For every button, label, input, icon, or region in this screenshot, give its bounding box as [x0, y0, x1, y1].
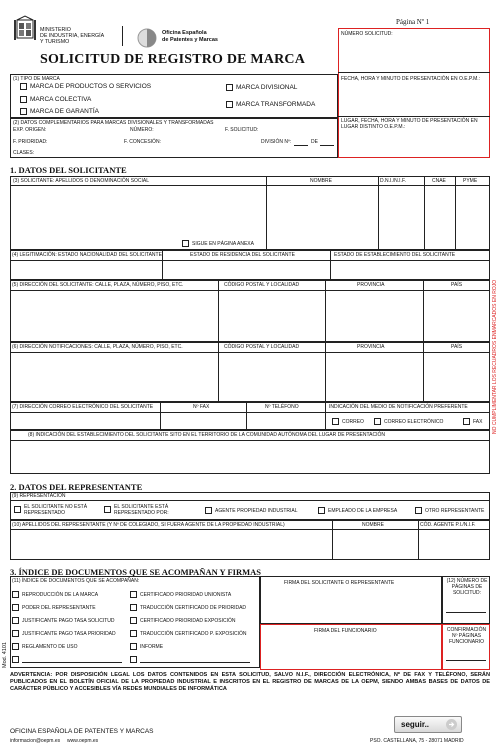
checkbox-correo-electronico[interactable] — [374, 418, 381, 425]
fecha-presentacion-label: FECHA, HORA Y MINUTO DE PRESENTACIÓN EN O.E.P.M.: — [341, 76, 481, 82]
checkbox-doc-cert-exposicion[interactable] — [130, 617, 137, 624]
representado-label: EL SOLICITANTE ESTÁ REPRESENTADO POR: — [114, 504, 169, 516]
datos-complementarios-label: (2) DATOS COMPLEMENTARIOS PARA MARCAS DIVISIONALES Y TRANSFORMADAS — [13, 120, 214, 126]
label-marca-productos: MARCA DE PRODUCTOS O SERVICIOS — [30, 83, 152, 90]
fax-label: Nº FAX — [193, 404, 210, 410]
cod-agente-label: CÓD. AGENTE P.I./N.I.F. — [420, 522, 476, 528]
de-label: DE — [311, 139, 318, 145]
checkbox-doc-tasa-prioridad[interactable] — [12, 630, 19, 637]
doc-poder-label: PODER DEL REPRESENTANTE — [22, 605, 96, 611]
doc-trad-prioridad-label: TRADUCCIÓN CERTIFICADO DE PRIORIDAD — [140, 605, 247, 611]
medio-notificacion-label: INDICACIÓN DEL MEDIO DE NOTIFICACIÓN PREFERENTE — [329, 404, 468, 410]
legitimacion-label: (4) LEGITIMACIÓN: ESTADO NACIONALIDAD DEL SOLICITANTE — [12, 252, 162, 258]
paginas-label: (12) NÚMERO DE PÁGINAS DE SOLICITUD: — [446, 578, 488, 596]
doc-reproduccion-label: REPRODUCCIÓN DE LA MARCA — [22, 592, 99, 598]
direccion-label: (5) DIRECCIÓN DEL SOLICITANTE: CALLE, PLAZA, NÚMERO, PISO, ETC. — [12, 282, 184, 288]
checkbox-doc-cert-unionista[interactable] — [130, 591, 137, 598]
nombre-col-label: NOMBRE — [310, 178, 332, 184]
cp-label-2: CÓDIGO POSTAL Y LOCALIDAD — [224, 344, 300, 350]
apellidos-representante-label: (10) APELLIDOS DEL REPRESENTANTE (Y Nº DE COLEGIADO, SI FUERA AGENTE DE LA PROPIEDAD INDUSTRIAL) — [12, 522, 285, 528]
numero-solicitud-label: NÚMERO SOLICITUD: — [341, 31, 393, 37]
checkbox-marca-transformada[interactable] — [226, 101, 233, 108]
empleado-label: EMPLEADO DE LA EMPRESA — [328, 508, 398, 514]
checkbox-correo[interactable] — [332, 418, 339, 425]
f-concesion-label: F. CONCESIÓN: — [124, 139, 161, 145]
checkbox-otro-representante[interactable] — [415, 507, 422, 514]
checkbox-doc-trad-exposicion[interactable] — [130, 630, 137, 637]
form-title: SOLICITUD DE REGISTRO DE MARCA — [40, 52, 306, 67]
clases-label: CLASES: — [13, 150, 35, 156]
doc-tasa-prioridad-label: JUSTIFICANTE PAGO TASA PRIORIDAD — [22, 631, 116, 637]
numero-label: NÚMERO: — [130, 127, 154, 133]
cp-label: CÓDIGO POSTAL Y LOCALIDAD — [224, 282, 300, 288]
pais-label-2: PAÍS — [451, 344, 463, 350]
exp-origen-label: EXP. ORIGEN: — [13, 127, 47, 133]
tipo-marca-label: (1) TIPO DE MARCA — [13, 76, 60, 82]
label-marca-transformada: MARCA TRANSFORMADA — [236, 101, 316, 108]
solicitante-label: (3) SOLICITANTE: APELLIDOS O DENOMINACIÓN SOCIAL — [13, 178, 150, 184]
fax-option-label: FAX — [473, 419, 483, 425]
checkbox-doc-informe[interactable] — [130, 643, 137, 650]
section-3-title: 3. ÍNDICE DE DOCUMENTOS QUE SE ACOMPAÑAN Y FIRMAS — [10, 567, 262, 577]
ministry-name: MINISTERIO DE INDUSTRIA, ENERGÍA Y TURISMO — [40, 27, 105, 45]
no-representado-label: EL SOLICITANTE NO ESTÁ REPRESENTADO — [24, 504, 88, 516]
correo-label: CORREO — [342, 419, 364, 425]
checkbox-doc-trad-prioridad[interactable] — [130, 604, 137, 611]
doc-reglamento-label: REGLAMENTO DE USO — [22, 644, 78, 650]
correo-electronico-label: CORREO ELECTRÓNICO — [384, 419, 444, 425]
confirmacion-label: CONFIRMACIÓN Nº PÁGINAS FUNCIONARIO — [446, 627, 487, 645]
checkbox-sigue-anexa[interactable] — [182, 240, 189, 247]
solicitante-box — [10, 176, 490, 250]
checkbox-doc-tasa-solicitud[interactable] — [12, 617, 19, 624]
checkbox-empleado[interactable] — [318, 507, 325, 514]
indice-label: (11) ÍNDICE DE DOCUMENTOS QUE SE ACOMPAÑAN: — [12, 578, 140, 584]
seguir-button[interactable] — [394, 716, 462, 733]
sigue-anexa-label: SIGUE EN PÁGINA ANEXA — [192, 241, 254, 247]
notificaciones-label: (6) DIRECCIÓN NOTIFICACIONES: CALLE, PLAZA, NÚMERO, PISO, ETC. — [12, 344, 183, 350]
doc-tasa-solicitud-label: JUSTIFICANTE PAGO TASA SOLICITUD — [22, 618, 115, 624]
doc-trad-exposicion-label: TRADUCCIÓN CERTIFICADO P. EXPOSICIÓN — [140, 631, 247, 637]
footer-contact: informacion@oepm.es www.oepm.es — [10, 738, 99, 744]
checkbox-doc-poder[interactable] — [12, 604, 19, 611]
checkbox-doc-blank-left[interactable] — [12, 656, 19, 663]
doc-cert-unionista-label: CERTIFICADO PRIORIDAD UNIONISTA — [140, 592, 232, 598]
checkbox-marca-productos[interactable] — [20, 83, 27, 90]
doc-cert-exposicion-label: CERTIFICADO PRIORIDAD EXPOSICIÓN — [140, 618, 236, 624]
arrow-right-icon — [446, 719, 457, 730]
establecimiento-ccaa-label: (8) INDICACIÓN DEL ESTABLECIMIENTO DEL SOLICITANTE SITO EN EL TERRITORIO DE LA COMUNIDAD AUTÓNOMA DEL LUGAR DE PRESENTACIÓN — [28, 432, 386, 438]
checkbox-marca-garantia[interactable] — [20, 108, 27, 115]
checkbox-fax[interactable] — [463, 418, 470, 425]
checkbox-doc-reproduccion[interactable] — [12, 591, 19, 598]
official-use-box — [338, 28, 490, 158]
checkbox-no-representado[interactable] — [14, 506, 21, 513]
pais-label: PAÍS — [451, 282, 463, 288]
doc-informe-label: INFORME — [140, 644, 164, 650]
seguir-label: seguir.. — [401, 720, 430, 729]
checkbox-marca-colectiva[interactable] — [20, 96, 27, 103]
dni-col-label: D.N.I./N.I.F. — [380, 178, 406, 184]
residencia-label: ESTADO DE RESIDENCIA DEL SOLICITANTE — [190, 252, 295, 258]
firma-solicitante-label: FIRMA DEL SOLICITANTE O REPRESENTANTE — [284, 580, 395, 586]
footer-address: PSO. CASTELLANA, 75 - 28071 MADRID — [370, 738, 464, 744]
notificaciones-box — [10, 342, 490, 402]
checkbox-representado[interactable] — [104, 506, 111, 513]
f-prioridad-label: F. PRIORIDAD: — [13, 139, 48, 145]
email-label: (7) DIRECCIÓN CORREO ELECTRÓNICO DEL SOLICITANTE — [12, 404, 154, 410]
label-marca-garantia: MARCA DE GARANTÍA — [30, 108, 99, 115]
checkbox-doc-reglamento[interactable] — [12, 643, 19, 650]
oepm-logo — [137, 28, 157, 48]
checkbox-agente-pi[interactable] — [205, 507, 212, 514]
office-name: Oficina Española de Patentes y Marcas — [162, 30, 218, 43]
section-2-title: 2. DATOS DEL REPRESENTANTE — [10, 482, 143, 492]
firma-funcionario-label: FIRMA DEL FUNCIONARIO — [314, 628, 377, 634]
otro-representante-label: OTRO REPRESENTANTE — [425, 508, 485, 514]
nombre-representante-label: NOMBRE — [362, 522, 384, 528]
advertencia-text: ADVERTENCIA: POR DISPOSICIÓN LEGAL LOS DATOS CONTENIDOS EN ESTA SOLICITUD, SALVO N.I.F., DIRECCIÓN ELECTRÓNICA, Nº DE FAX Y TELÉFONO, SERÁN PUBLICADOS EN EL BOLETÍN OFICIAL DE LA PROPIEDAD INDUSTRIAL E INSCRITOS EN EL REGISTRO DE MARCAS DE LA OEPM, SIENDO AMBAS BASES DE DATOS DE CARÁCTER PÚBLICO Y ACCESIBLES VÍA REDES MUNDIALES DE INFORMÁTICA — [10, 672, 490, 692]
label-marca-divisional: MARCA DIVISIONAL — [236, 84, 298, 91]
representacion-label: (9) REPRESENTACIÓN — [12, 493, 66, 499]
f-solicitud-label: F. SOLICITUD: — [225, 127, 259, 133]
checkbox-marca-divisional[interactable] — [226, 84, 233, 91]
division-label: DIVISIÓN Nº: — [261, 139, 292, 145]
checkbox-doc-blank-right[interactable] — [130, 656, 137, 663]
agente-pi-label: AGENTE PROPIEDAD INDUSTRIAL — [215, 508, 298, 514]
footer-org: OFICINA ESPAÑOLA DE PATENTES Y MARCAS — [10, 728, 154, 735]
cnae-col-label: CNAE — [432, 178, 446, 184]
lugar-presentacion-label: LUGAR, FECHA, HORA Y MINUTO DE PRESENTACIÓN EN LUGAR DISTINTO O.E.P.M.: — [341, 118, 478, 130]
provincia-label-2: PROVINCIA — [357, 344, 385, 350]
telefono-label: Nº TELÉFONO — [265, 404, 299, 410]
coat-of-arms-logo — [14, 14, 36, 42]
section-1-title: 1. DATOS DEL SOLICITANTE — [10, 165, 127, 175]
pyme-col-label: PYME — [463, 178, 478, 184]
page-number: Página Nº 1 — [396, 18, 430, 26]
provincia-label: PROVINCIA — [357, 282, 385, 288]
establecimiento-label: ESTADO DE ESTABLECIMIENTO DEL SOLICITANTE — [334, 252, 456, 258]
label-marca-colectiva: MARCA COLECTIVA — [30, 96, 92, 103]
